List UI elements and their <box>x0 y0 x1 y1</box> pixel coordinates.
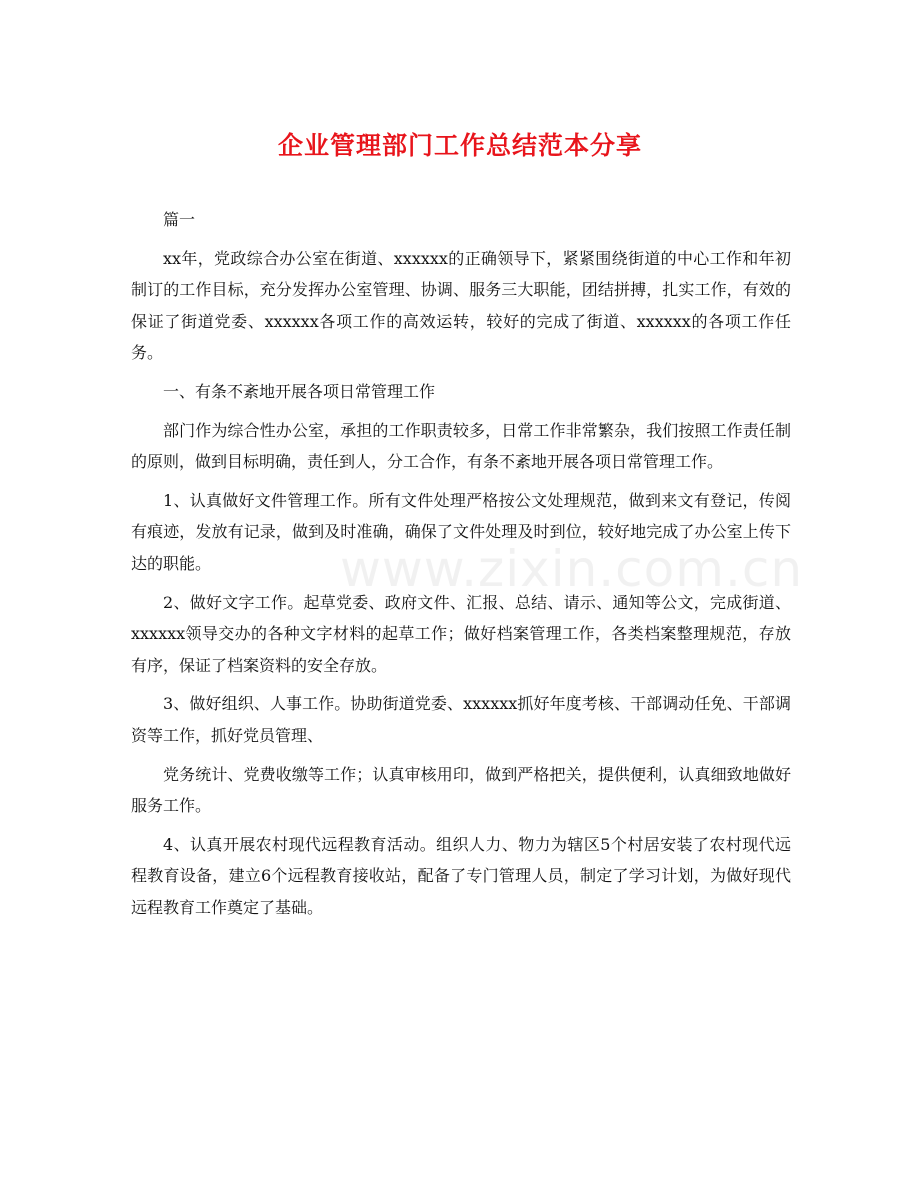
paragraph-item-4: 4、认真开展农村现代远程教育活动。组织人力、物力为辖区5个村居安装了农村现代远程教育设备，建立6个远程教育接收站，配备了专门管理人员，制定了学习计划，为做好现代远程教育工作奠定了基础。 <box>131 834 791 917</box>
paragraph-item-2: 2、做好文字工作。起草党委、政府文件、汇报、总结、请示、通知等公文，完成街道、xxxxxx领导交办的各种文字材料的起草工作；做好档案管理工作，各类档案整理规范，存放有序，保证了档案资料的安全存放。 <box>131 592 791 675</box>
paragraph-item-1: 1、认真做好文件管理工作。所有文件处理严格按公文处理规范，做到来文有登记，传阅有痕迹，发放有记录，做到及时准确，确保了文件处理及时到位，较好地完成了办公室上传下达的职能。 <box>131 490 791 573</box>
paragraph-heading-1: 一、有条不紊地开展各项日常管理工作 <box>163 381 436 401</box>
paragraph-overview: 部门作为综合性办公室，承担的工作职责较多，日常工作非常繁杂，我们按照工作责任制的原则，做到目标明确，责任到人，分工合作，有条不紊地开展各项日常管理工作。 <box>131 420 791 472</box>
document-title: 企业管理部门工作总结范本分享 <box>277 131 642 160</box>
paragraph-section-label: 篇一 <box>163 210 196 229</box>
paragraph-item-3-continued: 党务统计、党费收缴等工作；认真审核用印，做到严格把关，提供便利，认真细致地做好服务工作。 <box>131 764 791 816</box>
document-body <box>131 204 791 930</box>
paragraph-item-3: 3、做好组织、人事工作。协助街道党委、xxxxxx抓好年度考核、干部调动任免、干部调资等工作，抓好党员管理、 <box>131 694 791 745</box>
watermark: www.zixin.com.cn <box>340 540 804 598</box>
paragraph-intro: xx年，党政综合办公室在街道、xxxxxx的正确领导下，紧紧围绕街道的中心工作和年初制订的工作目标，充分发挥办公室管理、协调、服务三大职能，团结拼搏，扎实工作，有效的保证了街道党委、xxxxxx各项工作的高效运转，较好的完成了街道、xxxxxx的各项工作任务。 <box>131 248 791 363</box>
